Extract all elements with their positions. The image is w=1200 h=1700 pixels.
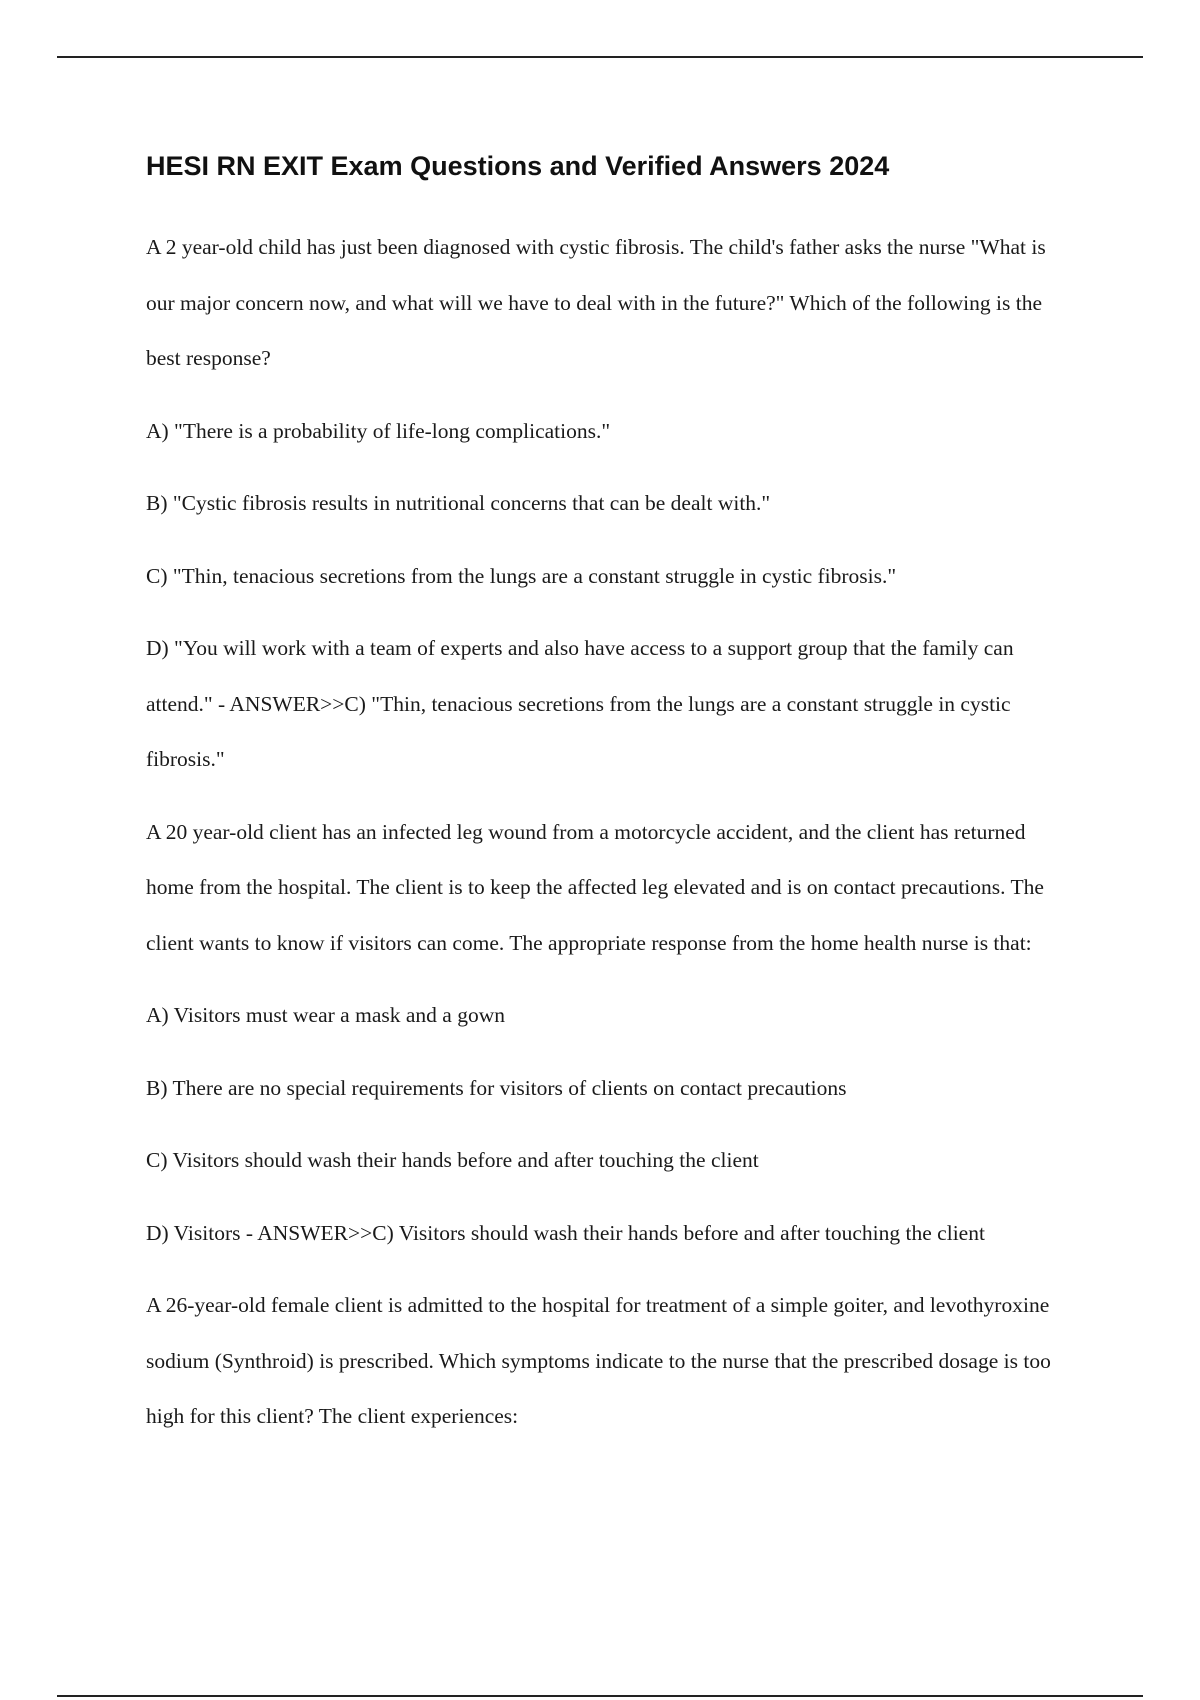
question-2-option-b: B) There are no special requirements for visitors of clients on contact precautions [146, 1075, 847, 1100]
question-1-option-b: B) "Cystic fibrosis results in nutritional concerns that can be dealt with." [146, 491, 771, 515]
question-1-option-c: C) "Thin, tenacious secretions from the lungs are a constant struggle in cystic fibrosis." [146, 563, 897, 588]
top-rule [57, 56, 1143, 58]
document-body [146, 146, 1066, 1462]
bottom-rule [57, 1695, 1143, 1697]
question-2-option-d-answer: D) Visitors - ANSWER>>C) Visitors should wash their hands before and after touching the client [146, 1220, 985, 1245]
question-1-option-d-answer: D) "You will work with a team of experts and also have access to a support group that the family can attend." - ANSWER>>C) "Thin, tenacious secretions from the lungs are a constant struggle in cystic fibrosis." [146, 636, 1014, 771]
page-title: HESI RN EXIT Exam Questions and Verified Answers 2024 [146, 151, 890, 181]
question-1-stem: A 2 year-old child has just been diagnosed with cystic fibrosis. The child's father asks the nurse "What is our major concern now, and what will we have to deal with in the future?" Which of the following is the best response? [146, 235, 1046, 370]
question-1-option-a: A) "There is a probability of life-long complications." [146, 418, 611, 443]
question-2-stem: A 20 year-old client has an infected leg wound from a motorcycle accident, and the client has returned home from the hospital. The client is to keep the affected leg elevated and is on contact precautions. The client wants to know if visitors can come. The appropriate response from the home health nurse is that: [146, 819, 1044, 955]
question-3-stem: A 26-year-old female client is admitted to the hospital for treatment of a simple goiter, and levothyroxine sodium (Synthroid) is prescribed. Which symptoms indicate to the nurse that the prescribed dosage is too high for this client? The client experiences: [146, 1293, 1051, 1428]
question-2-option-a: A) Visitors must wear a mask and a gown [146, 1003, 505, 1027]
question-2-option-c: C) Visitors should wash their hands before and after touching the client [146, 1148, 759, 1172]
